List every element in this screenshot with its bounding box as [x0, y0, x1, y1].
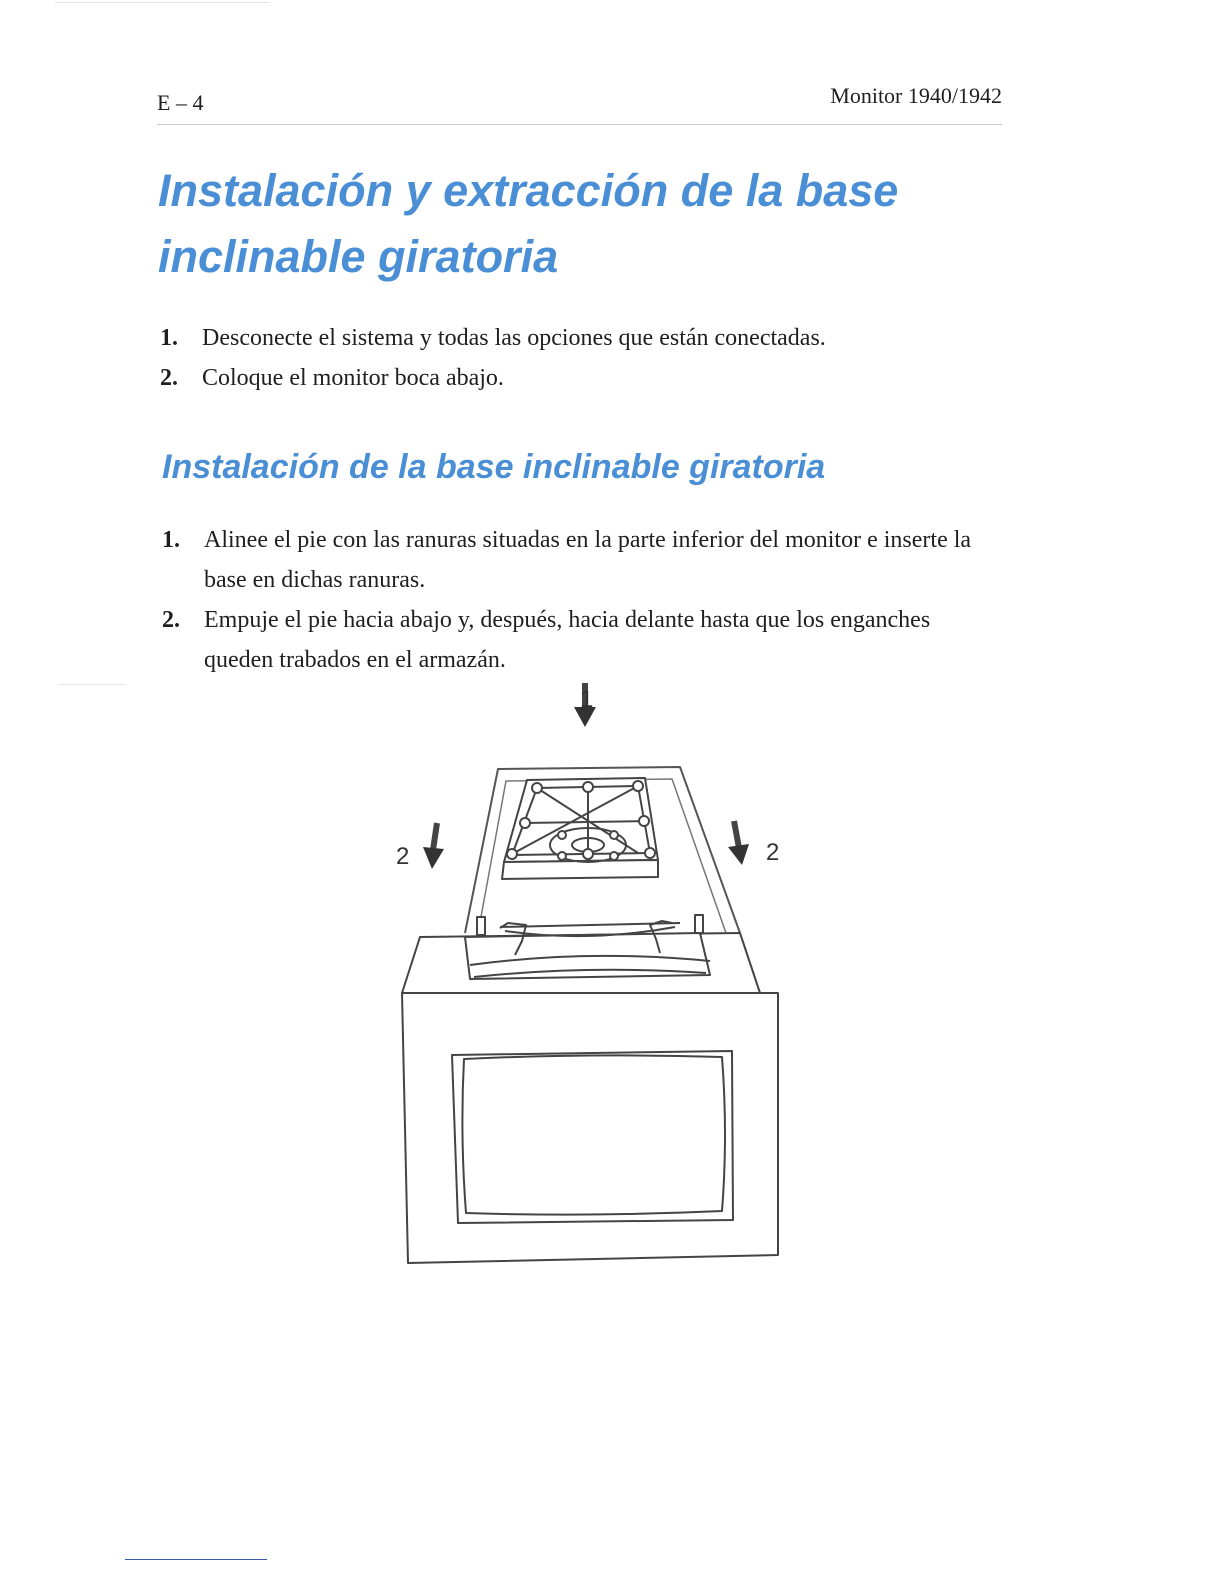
callout-label-2-right: 2 — [766, 839, 780, 866]
callout-label-1: 1 — [580, 686, 594, 713]
step-number: 1. — [162, 527, 180, 553]
section-heading: Instalación de la base inclinable giratoria — [162, 448, 826, 486]
page-number: E – 4 — [157, 90, 204, 115]
page-title: Instalación y extracción de la base inclinable giratoria — [158, 165, 899, 282]
list-item — [162, 520, 1002, 600]
running-header-title: Monitor 1940/1942 — [830, 83, 1002, 108]
callout-label-2-left: 2 — [396, 843, 410, 870]
header-divider — [157, 124, 1002, 125]
list-item — [160, 358, 1000, 398]
arrow-down-icon — [423, 823, 444, 869]
install-step-list — [162, 520, 1002, 680]
monitor-housing — [402, 915, 778, 1263]
step-number: 2. — [162, 607, 180, 633]
step-number: 2. — [160, 365, 178, 391]
swivel-base-plate — [502, 778, 658, 879]
step-text: Alinee el pie con las ranuras situadas en la parte inferior del monitor e inserte la base en dichas ranuras. — [204, 527, 972, 593]
step-text: Desconecte el sistema y todas las opciones que están conectadas. — [202, 325, 826, 351]
tilt-swivel-base-illustration — [380, 665, 820, 1285]
footer-rule — [125, 1559, 267, 1560]
step-text: Empuje el pie hacia abajo y, después, hacia delante hasta que los enganches queden trabados en el armazán. — [204, 607, 931, 673]
step-number: 1. — [160, 325, 178, 351]
intro-step-list — [160, 318, 1000, 398]
step-text: Coloque el monitor boca abajo. — [202, 365, 504, 391]
top-edge-rule — [55, 2, 270, 3]
list-item — [160, 318, 1000, 358]
arrow-down-icon — [728, 821, 749, 865]
margin-mark — [58, 684, 126, 685]
